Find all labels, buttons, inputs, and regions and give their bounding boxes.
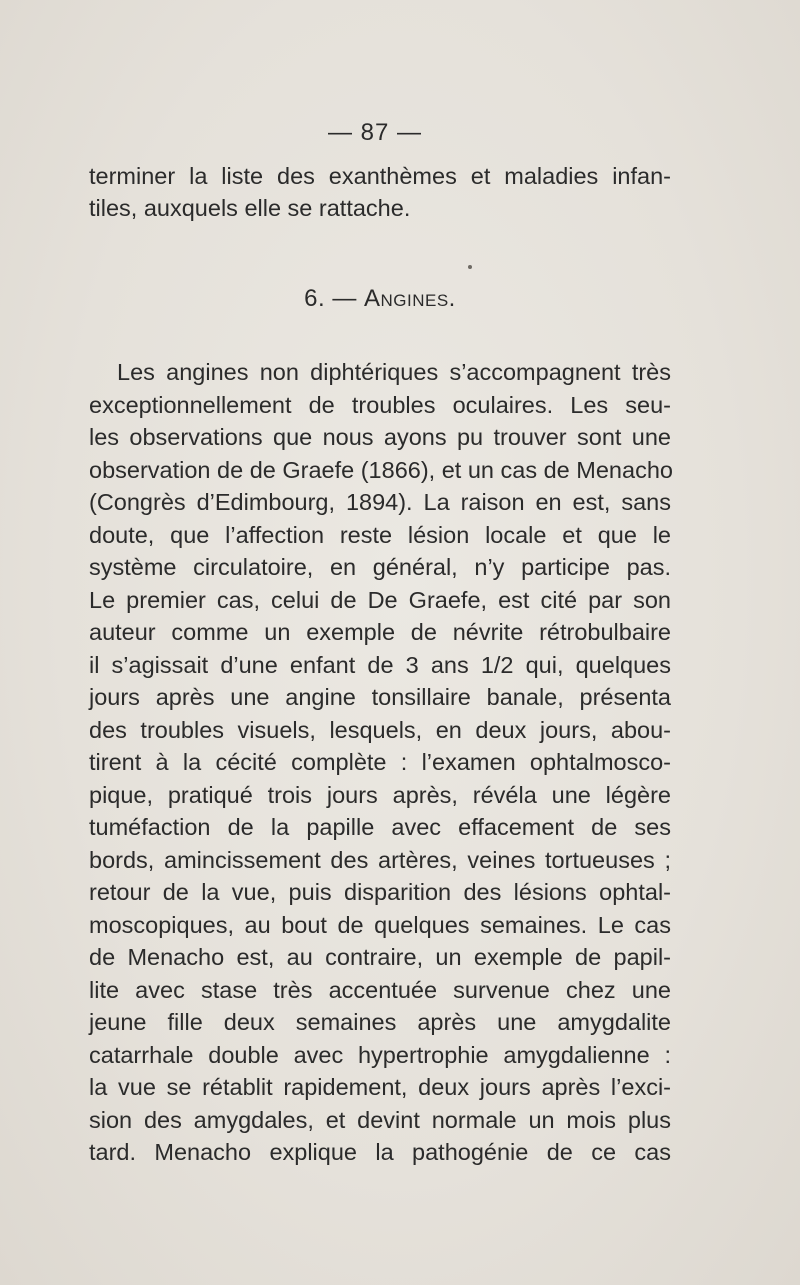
text-line: tuméfaction de la papille avec effacement de ses [89,814,671,840]
text-line: bords, amincissement des artères, veines tortueuses ; [89,847,671,873]
text-line: sion des amygdales, et devint normale un mois plus [89,1107,671,1133]
text-line: tard. Menacho explique la pathogénie de ce cas [89,1139,671,1165]
print-speck [468,265,472,269]
text-line: système circulatoire, en général, n’y participe pas. [89,554,671,580]
text-line: retour de la vue, puis disparition des lésions ophtal- [89,879,671,905]
text-line: lite avec stase très accentuée survenue chez une [89,977,671,1003]
section-heading [0,285,760,313]
text-line: Les angines non diphtériques s’accompagnent très [117,359,671,385]
section-number: 6. [304,285,326,312]
text-line: exceptionnellement de troubles oculaires. Les seu- [89,392,671,418]
section-title: Angines. [364,285,456,312]
text-line: (Congrès d’Edimbourg, 1894). La raison en est, sans [89,489,671,515]
section-dash: — [332,285,357,312]
text-line: la vue se rétablit rapidement, deux jours après l’exci- [89,1074,671,1100]
text-line: il s’agissait d’une enfant de 3 ans 1/2 qui, quelques [89,652,671,678]
text-line: catarrhale double avec hypertrophie amygdalienne : [89,1042,671,1068]
text-line: des troubles visuels, lesquels, en deux jours, abou- [89,717,671,743]
text-line: moscopiques, au bout de quelques semaines. Le cas [89,912,671,938]
text-line: pique, pratiqué trois jours après, révéla une légère [89,782,671,808]
text-line: terminer la liste des exanthèmes et maladies infan- [89,163,671,189]
text-line: jours après une angine tonsillaire banale, présenta [89,684,671,710]
text-line: observation de de Graefe (1866), et un cas de Menacho [89,457,673,483]
text-line: de Menacho est, au contraire, un exemple de papil- [89,944,671,970]
text-line: Le premier cas, celui de De Graefe, est cité par son [89,587,671,613]
text-line: tiles, auxquels elle se rattache. [89,195,411,221]
text-line: jeune fille deux semaines après une amygdalite [89,1009,671,1035]
text-line: doute, que l’affection reste lésion locale et que le [89,522,671,548]
page-number: — 87 — [327,119,423,146]
text-line: tirent à la cécité complète : l’examen ophtalmosco- [89,749,671,775]
text-line: les observations que nous ayons pu trouver sont une [89,424,671,450]
text-line: auteur comme un exemple de névrite rétrobulbaire [89,619,671,645]
